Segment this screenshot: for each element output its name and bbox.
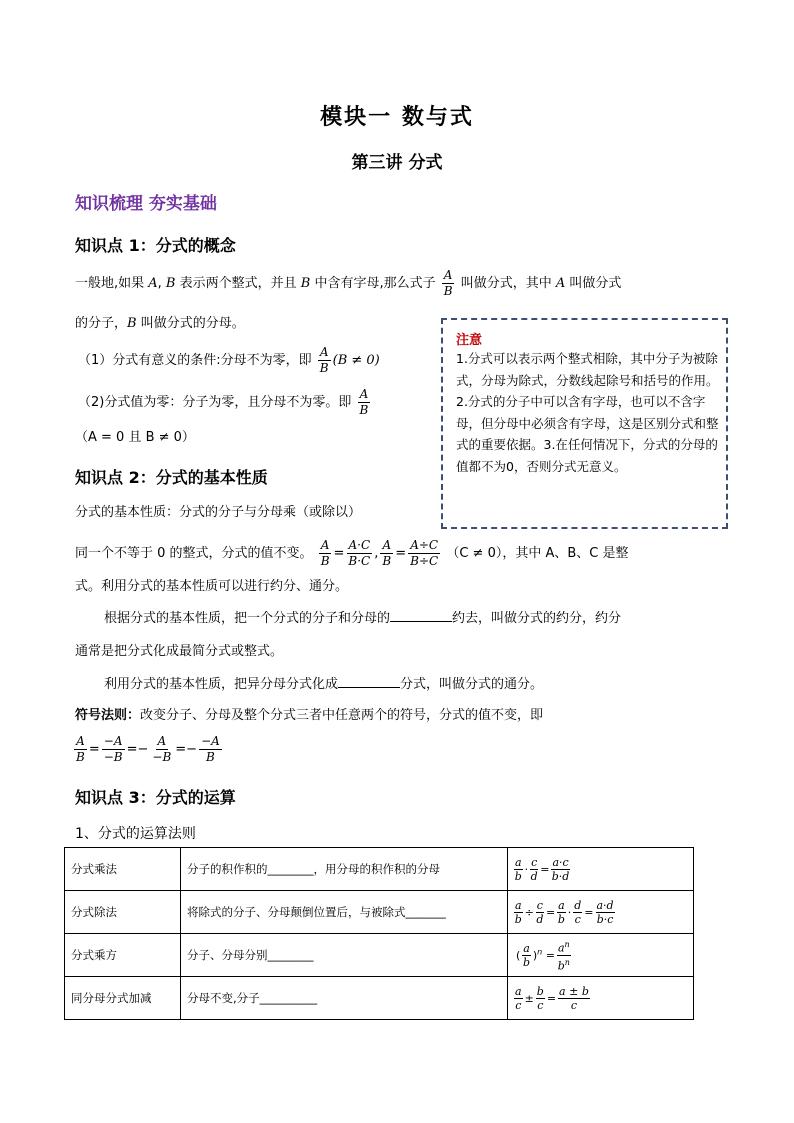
table-cell: 分式乘方: [65, 934, 181, 977]
kp1-item2: （2)分式值为零：分子为零，且分母不为零。即 $\frac{A}{B}$: [78, 387, 369, 417]
kp2-line2: 同一个不等于 0 的整式，分式的值不变。 $\frac{A}{B}$ = $\frac{A\cdot C}{B\cdot C}$ , $\frac{A}{B}$ = $\frac{A\div C}{B\div C}$ （C ≠ 0），其中 A、B、C 是整: [75, 538, 629, 568]
section-heading: 知识梳理 夯实基础: [75, 194, 217, 214]
fill-blank: [390, 621, 452, 622]
kp2-line1: 分式的基本性质：分式的分子与分母乘（或除以）: [75, 505, 362, 520]
kp1-heading: 知识点 1：分式的概念: [75, 236, 236, 255]
kp2-sign-formula: $\frac{A}{B}$ = $\frac{-A}{-B}$ =− $\frac{A}{-B}$ =− $\frac{-A}{B}$: [76, 734, 220, 764]
formula-cell: $\frac{a}{b}$ · $\frac{c}{d}$ = $\frac{a\cdot c}{b\cdot d}$: [508, 848, 694, 891]
kp2-line5: 通常是把分式化成最简分式或整式。: [75, 644, 284, 659]
kp2-sign-rule: 符号法则：改变分子、分母及整个分式三者中任意两个的符号，分式的值不变，即: [75, 708, 544, 723]
fill-blank: [338, 687, 400, 688]
table-row: [65, 977, 694, 1020]
lecture-title: 第三讲 分式: [351, 153, 443, 173]
formula-cell: $\frac{a}{b}$ ÷ $\frac{c}{d}$ = $\frac{a}{b}$ · $\frac{d}{c}$ = $\frac{a\cdot d}{b\cdot c}$: [508, 891, 694, 934]
table-cell: 同分母分式加减: [65, 977, 181, 1020]
table-cell: 分子的积作积的________，用分母的积作积的分母: [181, 848, 508, 891]
table-cell: 分母不变,分子__________: [181, 977, 508, 1020]
formula-cell: $\frac{a}{c}$ ± $\frac{b}{c}$ = $\frac{a \pm b}{c}$: [508, 977, 694, 1020]
table-cell: 分式除法: [65, 891, 181, 934]
page-title: 模块一 数与式: [320, 104, 474, 130]
kp3-subheading: 1、分式的运算法则: [75, 826, 196, 842]
note-text: 1.分式可以表示两个整式相除，其中分子为被除式，分母为除式，分数线起除号和括号的作用。2.分式的分子中可以含有字母，也可以不含字母，但分母中必须含有字母，这是区别分式和整式的重要依据。3.在任何情况下，分式的分母的值都不为0，否则分式无意义。: [456, 351, 719, 474]
kp1-line2: 的分子，B 叫做分式的分母。: [75, 316, 245, 331]
formula-cell: ( $\frac{a}{b}$ )$^n$ = $\frac{a^n}{b^n}$: [508, 934, 694, 977]
kp3-heading: 知识点 3：分式的运算: [75, 788, 236, 807]
kp2-line3: 式。利用分式的基本性质可以进行约分、通分。: [75, 579, 349, 594]
table-cell: 分子、分母分别________: [181, 934, 508, 977]
note-title: 注意: [456, 333, 483, 348]
table-row: [65, 934, 694, 977]
fraction-a-over-b: $\frac{A}{B}$: [443, 268, 453, 298]
kp2-heading: 知识点 2：分式的基本性质: [75, 468, 268, 487]
kp2-line4: 根据分式的基本性质，把一个分式的分子和分母的 约去，叫做分式的约分，约分: [104, 611, 622, 626]
table-row: [65, 848, 694, 891]
table-row: [65, 891, 694, 934]
kp1-line1: 一般地,如果 A, B 表示两个整式，并且 B 中含有字母,那么式子 $\frac{A}{B}$ 叫做分式，其中 A 叫做分式: [75, 268, 622, 298]
table-cell: 将除式的分子、分母颠倒位置后，与被除式_______: [181, 891, 508, 934]
kp2-line6: 利用分式的基本性质，把异分母分式化成 分式，叫做分式的通分。: [104, 677, 544, 692]
kp1-item2-cond: （A = 0 且 B ≠ 0）: [75, 430, 195, 445]
kp1-item1: （1）分式有意义的条件:分母不为零，即 $\frac{A}{B}$ (B ≠ 0): [78, 345, 380, 375]
operations-table: [64, 847, 694, 1020]
table-cell: 分式乘法: [65, 848, 181, 891]
